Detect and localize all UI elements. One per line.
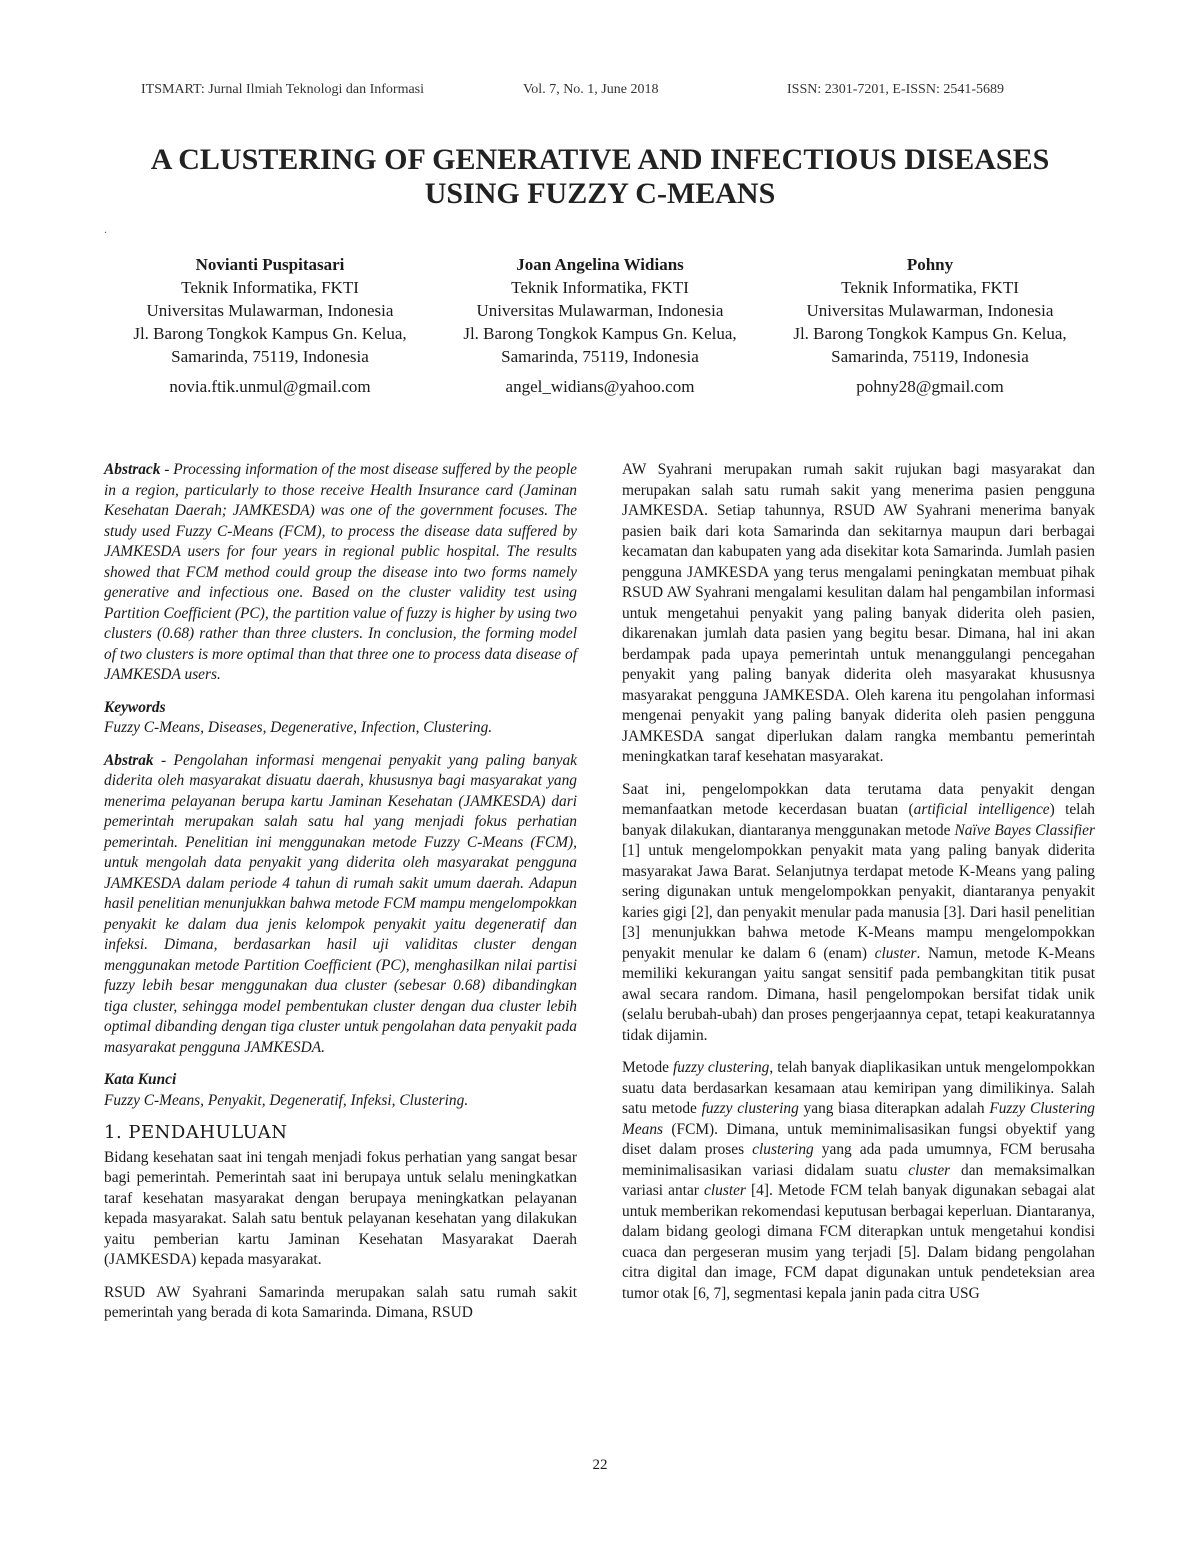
text-run: ) telah banyak dilakukan, diantaranya menggunakan metode: [622, 801, 1095, 839]
italic-term: fuzzy clustering: [701, 1100, 799, 1117]
author-dept: Teknik Informatika, FKTI: [181, 278, 359, 297]
intro-paragraph-2: RSUD AW Syahrani Samarinda merupakan salah satu rumah sakit pemerintah yang berada di kota Samarinda. Dimana, RSUD: [104, 1283, 577, 1321]
author-dept: Teknik Informatika, FKTI: [841, 278, 1019, 297]
abstract-label: Abstrack: [104, 461, 161, 478]
author-address: Jl. Barong Tongkok Kampus Gn. Kelua,: [793, 324, 1067, 343]
abstrak-label: Abstrak: [104, 751, 154, 769]
kata-kunci-heading: Kata Kunci: [104, 1071, 177, 1088]
right-paragraph-2: [622, 780, 1095, 1047]
author-block-3: [765, 253, 1095, 398]
kata-kunci-text: Fuzzy C-Means, Penyakit, Degeneratif, Infeksi, Clustering.: [104, 1091, 469, 1109]
issn-info: ISSN: 2301-7201, E-ISSN: 2541-5689: [787, 82, 1005, 97]
page-number: 22: [592, 1457, 608, 1473]
abstract-english: [104, 460, 577, 686]
italic-term: artificial intelligence: [913, 801, 1050, 818]
author-dept: Teknik Informatika, FKTI: [511, 278, 689, 297]
author-univ: Universitas Mulawarman, Indonesia: [476, 301, 724, 320]
title-line-2: USING FUZZY C-MEANS: [424, 177, 776, 210]
journal-name: ITSMART: Jurnal Ilmiah Teknologi dan Informasi: [141, 82, 425, 97]
left-column: [104, 460, 577, 1324]
abstract-text: - Processing information of the most disease suffered by the people in a region, particularly to those receive Health Insurance card (Jaminan Kesehatan Daerah; JAMKESDA) was one of the government focuses. The study used Fuzzy C-Means (FCM), to process the disease data suffered by JAMKESDA users for four years in regional public hospital. The results showed that FCM method could group the disease into two forms namely generative and infectious one. Based on the cluster validity test using Partition Coefficient (PC), the partition value of fuzzy is higher by using two clusters (0.68) rather than three clusters. In conclusion, the forming model of two clusters is more optimal than that three one to process data disease of JAMKESDA users.: [104, 461, 577, 683]
italic-term: clustering: [752, 1141, 814, 1158]
volume-info: Vol. 7, No. 1, June 2018: [523, 82, 659, 97]
author-name: Pohny: [906, 255, 954, 274]
text-run: Saat ini, pengelompokkan data terutama data penyakit dengan memanfaatkan metode kecerdasan buatan (: [622, 780, 1095, 818]
text-run: dan memaksimalkan variasi antar: [622, 1161, 1095, 1199]
author-email: novia.ftik.unmul@gmail.com: [169, 377, 371, 396]
abstract-indonesian: [104, 751, 577, 1059]
author-address: Jl. Barong Tongkok Kampus Gn. Kelua,: [133, 324, 407, 343]
author-block-1: [105, 253, 435, 398]
author-email: angel_widians@yahoo.com: [505, 377, 695, 396]
author-address: Jl. Barong Tongkok Kampus Gn. Kelua,: [463, 324, 737, 343]
author-name: Novianti Puspitasari: [195, 255, 345, 274]
italic-term: Fuzzy Clustering Means: [622, 1100, 1096, 1138]
right-paragraph-1: AW Syahrani merupakan rumah sakit rujukan bagi masyarakat dan merupakan salah satu rumah sakit yang menerima pasien pengguna JAMKESDA. Setiap tahunnya, RSUD AW Syahrani menerima banyak pasien baik dari kota Samarinda dan sekitarnya maupun dari berbagai kecamatan dan kabupaten yang ada disekitar kota Samarinda. Jumlah pasien pengguna JAMKESDA yang terus mengalami peningkatan membuat pihak RSUD AW Syahrani mengalami kesulitan dalam hal pengambilan informasi untuk mengetahui penyakit yang paling banyak diderita oleh pasien, dikarenakan jumlah data pasien yang begitu besar. Dimana, hal ini akan berdampak pada upaya pemerintah untuk menanggulangi pencegahan penyakit yang paling banyak diderita oleh masyarakat khususnya masyarakat pengguna JAMKESDA. Oleh karena itu pengolahan informasi mengenai penyakit yang paling banyak diderita oleh pasien pengguna JAMKESDA sangat diperlukan dalam rangka membantu pemerintah meningkatkan taraf kesehatan masyarakat.: [622, 461, 1095, 765]
text-run: . Namun, metode K-Means memiliki kekurangan yaitu sangat sensitif pada pembangkitan titik pusat awal secara random. Dimana, hasil pengelompokan bersifat tidak unik (selalu berubah-ubah) dan proses pengerjaannya cepat, tetapi keakuratannya tidak dijamin.: [622, 944, 1095, 1044]
paper-title: [0, 143, 1200, 211]
text-run: [4]. Metode FCM telah banyak digunakan sebagai alat untuk memberikan rekomendasi keputusan berbagai keperluan. Diantaranya, dalam bidang geologi dimana FCM diterapkan untuk mengetahui kondisi cuaca dan pergeseran musim yang terjadi [5]. Dalam bidang pengolahan citra digital dan image, FCM dapat digunakan untuk pendeteksian area tumor otak [6, 7], segmentasi kepala janin pada citra USG: [622, 1182, 1095, 1302]
italic-term: Naïve Bayes Classifier: [954, 821, 1095, 839]
text-run: Metode: [622, 1059, 674, 1076]
keywords-heading: Keywords: [104, 698, 166, 716]
title-line-1: A CLUSTERING OF GENERATIVE AND INFECTIOUS DISEASES: [150, 143, 1050, 176]
text-run: (FCM). Dimana, untuk meminimalisasikan fungsi obyektif yang diset dalam proses: [622, 1120, 1095, 1158]
section-heading: 1. PENDAHULUAN: [104, 1122, 288, 1143]
author-block-2: [435, 253, 765, 398]
right-column: [622, 460, 1095, 1304]
text-run: yang biasa diterapkan adalah: [798, 1100, 990, 1117]
italic-term: cluster: [874, 944, 917, 962]
italic-term: cluster: [704, 1182, 746, 1199]
author-email: pohny28@gmail.com: [856, 377, 1004, 396]
italic-term: cluster: [908, 1161, 951, 1179]
author-name: Joan Angelina Widians: [516, 255, 684, 274]
text-run: yang ada pada umumnya, FCM berusaha meminimalisasikan variasi didalam suatu: [622, 1141, 1095, 1179]
abstrak-text: - Pengolahan informasi mengenai penyakit yang paling banyak diderita oleh masyarakat disuatu daerah, khususnya bagi masyarakat yang menerima pelayanan berupa kartu Jaminan Kesehatan (JAMKESDA) dari pemerintah merupakan salah satu hal yang menjadi fokus perhatian pemerintah. Penelitian ini menggunakan metode Fuzzy C-Means (FCM), untuk mengolah data penyakit yang diderita oleh masyarakat pengguna JAMKESDA dalam periode 4 tahun di rumah sakit umum daerah. Adapun hasil penelitian menunjukkan bahwa metode FCM mampu mengelompokkan penyakit ke dalam dua jenis kelompok penyakit yaitu degeneratif dan infeksi. Dimana, berdasarkan hasil uji validitas cluster dengan menggunakan metode Partition Coefficient (PC), menghasilkan nilai partisi fuzzy lebih besar menggunakan dua cluster (sebesar 0.68) dibandingkan tiga cluster, sehingga model pembentukan cluster dengan dua cluster lebih optimal dibanding dengan tiga cluster untuk pengolahan data penyakit pada masyarakat pengguna JAMKESDA.: [104, 751, 577, 1056]
author-city: Samarinda, 75119, Indonesia: [501, 347, 699, 366]
text-run: [1] untuk mengelompokkan penyakit mata yang paling banyak diderita masyarakat Jawa Barat. Selanjutnya terdapat metode K-Means yang paling sering digunakan untuk mengelompokkan penyakit, diantaranya penyakit karies gigi [2], dan penyakit menular pada manusia [3]. Dari hasil penelitian [3] menunjukkan bahwa metode K-Means mampu mengelompokkan penyakit menular ke dalam 6 (enam): [622, 842, 1095, 962]
author-univ: Universitas Mulawarman, Indonesia: [146, 301, 394, 320]
text-run: , telah banyak diaplikasikan untuk mengelompokkan suatu data berdasarkan kesamaan atau kemiripan yang dimilikinya. Salah satu metode: [622, 1059, 1095, 1117]
intro-paragraph-1: Bidang kesehatan saat ini tengah menjadi fokus perhatian yang sangat besar bagi pemerintah. Pemerintah saat ini berupaya untuk selalu meningkatkan taraf kesehatan masyarakat dengan berupaya meningkatkan pelayanan kepada masyarakat. Salah satu bentuk pelayanan kesehatan yang dilakukan yaitu pemberian kartu Jaminan Kesehatan Masyarakat Daerah (JAMKESDA) kepada masyarakat.: [104, 1148, 577, 1268]
right-paragraph-3: [622, 1058, 1095, 1304]
author-univ: Universitas Mulawarman, Indonesia: [806, 301, 1054, 320]
running-header: [0, 82, 1200, 102]
keywords-text: Fuzzy C-Means, Diseases, Degenerative, Infection, Clustering.: [104, 719, 493, 736]
author-city: Samarinda, 75119, Indonesia: [831, 347, 1029, 366]
italic-term: fuzzy clustering: [673, 1059, 770, 1076]
stray-mark: .: [104, 222, 107, 236]
author-city: Samarinda, 75119, Indonesia: [171, 347, 369, 366]
